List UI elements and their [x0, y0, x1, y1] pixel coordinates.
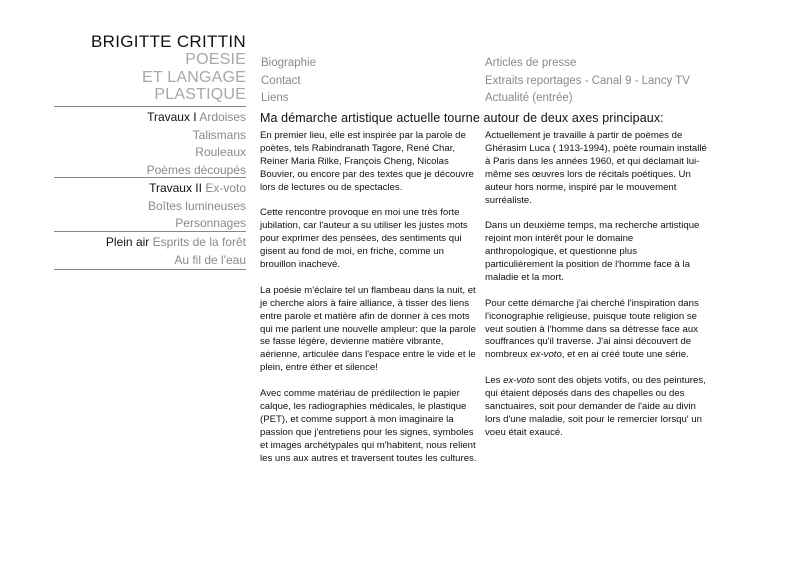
paragraph-text: Pour cette démarche j'ai cherché l'inspiration dans l'iconographie religieuse, puisque toute religion se veut soutien à l'homme dans sa détresse face aux souffrances qu'il traverse. J'ai ainsi découvert de nombreux: [485, 297, 699, 361]
nav-link-articles-presse[interactable]: Articles de presse: [485, 57, 577, 69]
sidebar-heading-plein-air: Plein air: [105, 235, 150, 249]
sidebar-item-fil-de-l-eau[interactable]: Au fil de l'eau: [174, 252, 246, 267]
emphasis-ex-voto: ex-voto: [530, 349, 562, 361]
paragraph: Cette rencontre provoque en moi une très forte jubilation, car l'auteur a su utiliser les justes mots pour exprimer des pensées, des sentiments qui gisent au fond de moi, en friche, comme un brouillon inachevé.: [260, 207, 468, 271]
sidebar-item-talismans[interactable]: Talismans: [192, 127, 246, 142]
page-title: Ma démarche artistique actuelle tourne autour de deux axes principaux:: [260, 111, 664, 125]
nav-link-extraits-reportages[interactable]: Extraits reportages - Canal 9 - Lancy TV: [485, 74, 690, 87]
paragraph-text: , et en ai créé toute une série.: [561, 349, 689, 361]
top-menu-left: [261, 55, 316, 108]
subtitle-line: PLASTIQUE: [154, 86, 246, 103]
text-column-left: [260, 130, 482, 478]
sidebar-group-plein-air: [54, 234, 246, 269]
divider: [54, 269, 246, 270]
nav-link-biographie[interactable]: Biographie: [261, 57, 316, 69]
sidebar-item-ardoises[interactable]: Ardoises: [199, 110, 246, 124]
sidebar-item-poemes-decoupes[interactable]: Poèmes découpés: [146, 162, 246, 177]
sidebar-item-ex-voto[interactable]: Ex-voto: [205, 181, 246, 195]
paragraph: Actuellement je travaille à partir de poèmes de Ghérasim Luca ( 1913-1994), poète roumain installé à Paris dans les années 1960, et qui déclamait lui-même ses œuvres lors de récitals poétiques. Un auteur hors norme, inspiré par le mouvement surréaliste.: [485, 130, 707, 206]
sidebar-group-travaux-2: [54, 180, 246, 233]
divider: [54, 231, 246, 232]
text-column-right: [485, 130, 707, 453]
nav-link-actualite[interactable]: Actualité (entrée): [485, 92, 573, 104]
paragraph: La poésie m'éclaire tel un flambeau dans la nuit, et je cherche alors à faire alliance, à tisser des liens entre parole et matière afin de donner à ces mots qui me parlent une nouvelle ampleur: que la parole se fasse légère, devienne matière vibrante, aérienne, articulée dans l'espace entre le vide et le plein, entre éther et silence!: [260, 284, 476, 374]
subtitle-line: ET LANGAGE: [142, 68, 246, 86]
paragraph-text: sont des objets votifs, ou des peintures, qui étaient déposés dans des chapelles ou des sanctuaires, soit pour demander de l'aide au divin lors d'une maladie, soit pour le remercier lorsqu' un voeu était exaucé.: [485, 375, 706, 438]
subtitle-line: POESIE: [185, 51, 246, 68]
emphasis-ex-voto: ex-voto: [503, 375, 535, 387]
nav-link-liens[interactable]: Liens: [261, 92, 289, 104]
nav-link-contact[interactable]: Contact: [261, 74, 301, 87]
paragraph-text: Les: [485, 375, 504, 387]
paragraph: Dans un deuxième temps, ma recherche artistique rejoint mon intérêt pour le domaine anthropologique, et questionne plus particulièrement la position de l'homme face à la maladie et la mort.: [485, 220, 700, 283]
site-title: BRIGITTE CRITTIN: [91, 32, 246, 51]
sidebar-heading-travaux-1: Travaux I: [147, 110, 197, 124]
paragraph: En premier lieu, elle est inspirée par la parole de poètes, tels Rabindranath Tagore, René Char, Reiner Maria Rilke, François Cheng, Nicolas Bouvier, ou encore par des textes que je découvre lors de lectures ou de spectacles.: [260, 130, 474, 193]
paragraph: Avec comme matériau de prédilection le papier calque, les radiographies médicales, le plastique (PET), et comme support à mon imaginaire la passion que j'entretiens pour les signes, symboles et images archétypales qui m'habitent, nous relient les uns aux autres et traversent toutes les cultures.: [260, 388, 477, 464]
sidebar-item-esprits-foret[interactable]: Esprits de la forêt: [152, 235, 246, 249]
sidebar-item-personnages[interactable]: Personnages: [175, 216, 246, 230]
divider: [54, 106, 246, 107]
sidebar-item-rouleaux[interactable]: Rouleaux: [195, 145, 246, 159]
divider: [54, 177, 246, 178]
site-subtitle: [54, 51, 246, 104]
sidebar-item-boites-lumineuses[interactable]: Boîtes lumineuses: [147, 198, 246, 213]
sidebar-heading-travaux-2: Travaux II: [149, 181, 202, 195]
top-menu-right: [485, 55, 690, 108]
paragraph: [485, 298, 707, 363]
paragraph: [485, 375, 707, 440]
sidebar-group-travaux-1: [54, 109, 246, 179]
